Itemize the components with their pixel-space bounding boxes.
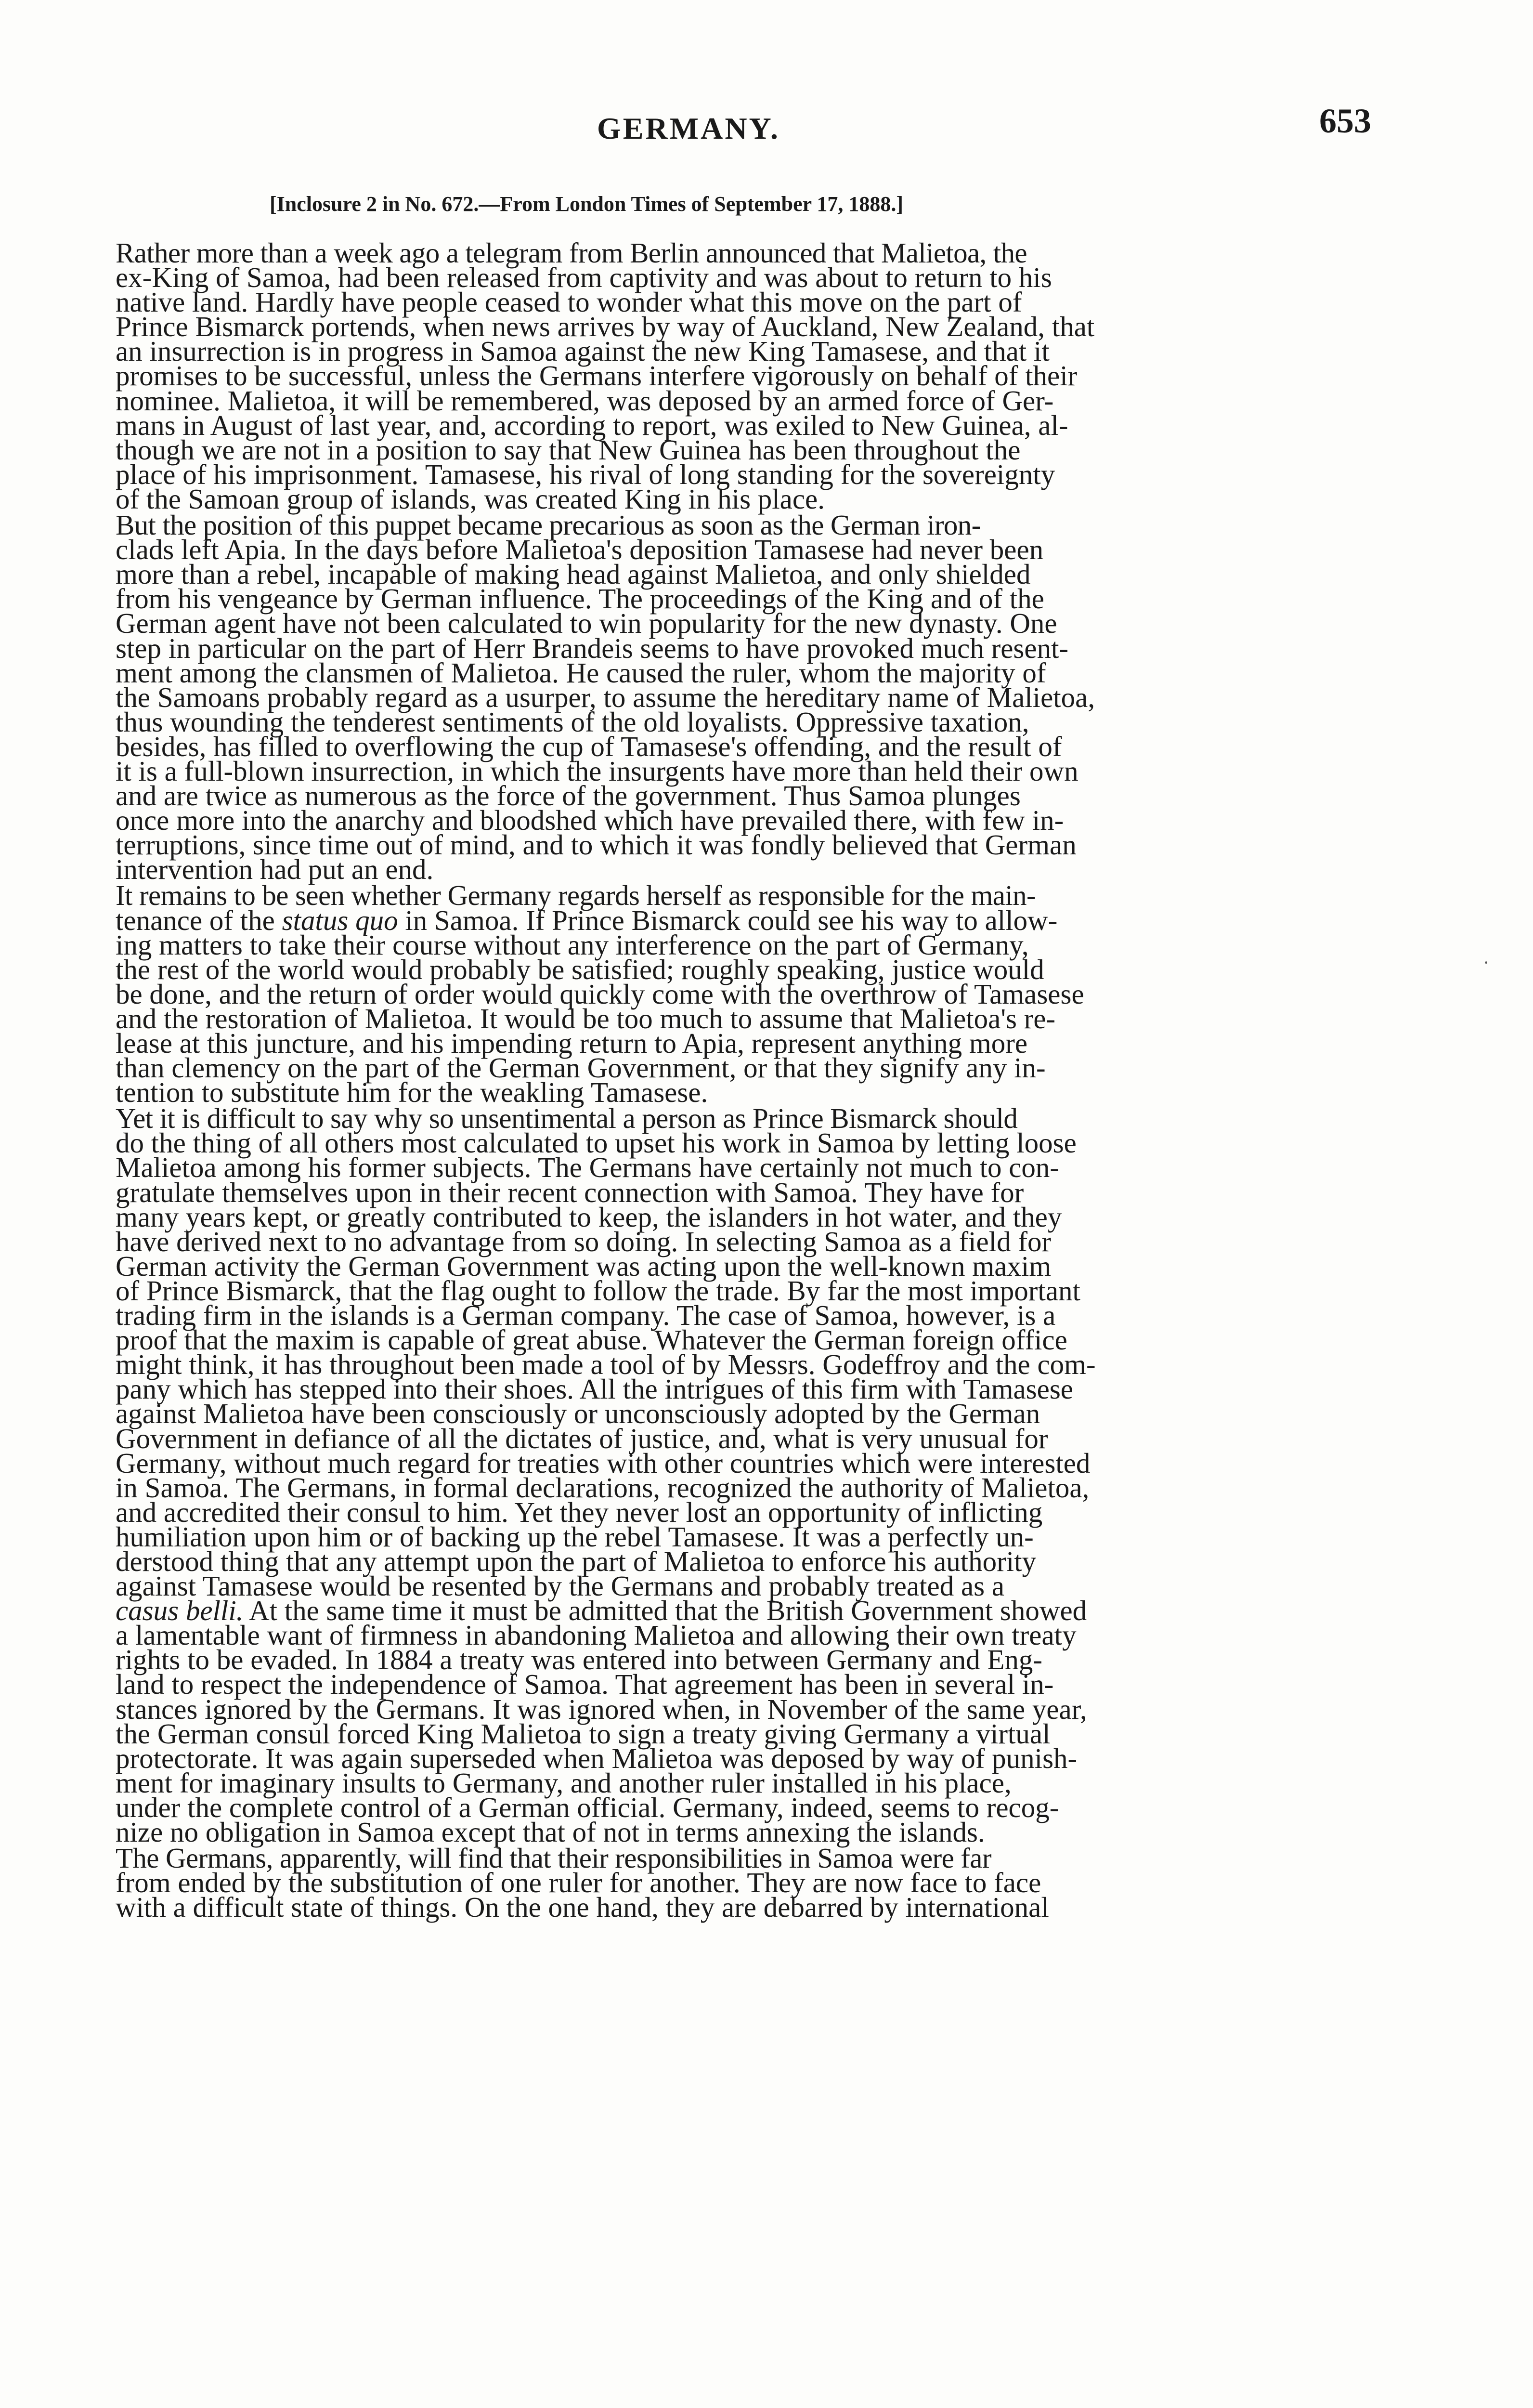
text-line: with a difficult state of things. On the one hand, they are debarred by international bbox=[116, 1891, 1049, 1924]
text-line: the Samoans probably regard as a usurper, to assume the hereditary name of Malietoa, bbox=[116, 681, 1095, 713]
text-line: terruptions, since time out of mind, and to which it was fondly believed that German bbox=[116, 829, 1077, 861]
text-line: tenance of the status quo in Samoa. If Prince Bismarck could see his way to allow- bbox=[116, 904, 1058, 936]
running-head-title: GERMANY. bbox=[597, 111, 780, 145]
text-line: once more into the anarchy and bloodshed which have prevailed there, with few in- bbox=[116, 804, 1064, 837]
text-line: thus wounding the tenderest sentiments of the old loyalists. Oppressive taxation, bbox=[116, 706, 1029, 738]
text-line: proof that the maxim is capable of great abuse. Whatever the German foreign office bbox=[116, 1324, 1067, 1356]
text-line: an insurrection is in progress in Samoa against the new King Tamasese, and that it bbox=[116, 335, 1050, 367]
text-line: though we are not in a position to say that New Guinea has been throughout the bbox=[116, 433, 1021, 466]
text-line: from ended by the substitution of one ruler for another. They are now face to face bbox=[116, 1867, 1041, 1899]
paragraph bbox=[91, 879, 1353, 1109]
text-line: humiliation upon him or of backing up the rebel Tamasese. It was a perfectly un- bbox=[116, 1520, 1034, 1553]
text-line: against Tamasese would be resented by the Germans and probably treated as a bbox=[116, 1570, 1005, 1602]
margin-mark: · bbox=[1483, 952, 1490, 973]
text-line: Yet it is difficult to say why so unsentimental a person as Prince Bismarck should bbox=[116, 1102, 1018, 1135]
text-line: The Germans, apparently, will find that their responsibilities in Samoa were far bbox=[116, 1842, 991, 1874]
text-line: of the Samoan group of islands, was created King in his place. bbox=[116, 483, 825, 515]
text-line: ment among the clansmen of Malietoa. He caused the ruler, whom the majority of bbox=[116, 656, 1046, 689]
text-line: intervention had put an end. bbox=[116, 853, 434, 886]
text-line: mans in August of last year, and, according to report, was exiled to New Guinea, al- bbox=[116, 409, 1068, 441]
text-line: casus belli. At the same time it must be admitted that the British Government showed bbox=[116, 1595, 1087, 1627]
text-line: Malietoa among his former subjects. The Germans have certainly not much to con- bbox=[116, 1152, 1060, 1184]
text-line: native land. Hardly have people ceased to wonder what this move on the part of bbox=[116, 286, 1022, 318]
text-line: pany which has stepped into their shoes. All the intrigues of this firm with Tamasese bbox=[116, 1373, 1073, 1405]
text-line: under the complete control of a German official. Germany, indeed, seems to recog- bbox=[116, 1791, 1059, 1823]
text-line: more than a rebel, incapable of making head against Malietoa, and only shielded bbox=[116, 558, 1031, 590]
text-line: the rest of the world would probably be satisfied; roughly speaking, justice would bbox=[116, 953, 1044, 985]
text-line: Government in defiance of all the dictates of justice, and, what is very unusual for bbox=[116, 1422, 1048, 1454]
text-line: it is a full-blown insurrection, in which the insurgents have more than held their own bbox=[116, 755, 1078, 787]
text-line: ex-King of Samoa, had been released from captivity and was about to return to his bbox=[116, 262, 1052, 294]
text-line: trading firm in the islands is a German company. The case of Samoa, however, is a bbox=[116, 1299, 1056, 1332]
text-line: place of his imprisonment. Tamasese, his rival of long standing for the sovereignty bbox=[116, 458, 1055, 490]
text-line: derstood thing that any attempt upon the part of Malietoa to enforce his authority bbox=[116, 1545, 1037, 1577]
paragraph bbox=[91, 237, 1353, 515]
text-line: It remains to be seen whether Germany regards herself as responsible for the main- bbox=[116, 879, 1036, 912]
text-line: promises to be successful, unless the Germans interfere vigorously on behalf of their bbox=[116, 360, 1078, 392]
text-line: the German consul forced King Malietoa to sign a treaty giving Germany a virtual bbox=[116, 1717, 1051, 1750]
text-line: a lamentable want of firmness in abandoning Malietoa and allowing their own treaty bbox=[116, 1619, 1077, 1651]
text-line: German activity the German Government was acting upon the well-known maxim bbox=[116, 1250, 1052, 1282]
text-line: lease at this juncture, and his impending return to Apia, represent anything more bbox=[116, 1027, 1028, 1059]
paragraph bbox=[91, 1102, 1353, 1848]
text-line: ing matters to take their course without any interference on the part of Germany, bbox=[116, 929, 1029, 961]
text-line: protectorate. It was again superseded when Malietoa was deposed by way of punish- bbox=[116, 1742, 1078, 1774]
page-number: 653 bbox=[1319, 102, 1371, 140]
text-line: against Malietoa have been consciously or unconsciously adopted by the German bbox=[116, 1398, 1040, 1430]
text-line: do the thing of all others most calculated to upset his work in Samoa by letting loose bbox=[116, 1127, 1077, 1159]
text-line: gratulate themselves upon in their recent connection with Samoa. They have for bbox=[116, 1176, 1024, 1208]
article-body bbox=[91, 237, 1353, 1924]
text-line: Rather more than a week ago a telegram from Berlin announced that Malietoa, the bbox=[116, 237, 1027, 269]
paragraph bbox=[91, 509, 1353, 886]
text-line: than clemency on the part of the German Government, or that they signify any in- bbox=[116, 1052, 1046, 1084]
text-line: nominee. Malietoa, it will be remembered, was deposed by an armed force of Ger- bbox=[116, 384, 1054, 417]
text-line: from his vengeance by German influence. The proceedings of the King and of the bbox=[116, 583, 1044, 615]
text-line: Prince Bismarck portends, when news arrives by way of Auckland, New Zealand, that bbox=[116, 311, 1095, 343]
text-line: and are twice as numerous as the force of the government. Thus Samoa plunges bbox=[116, 780, 1021, 812]
inclosure-heading: [Inclosure 2 in No. 672.—From London Times of September 17, 1888.] bbox=[270, 192, 903, 216]
text-line: and the restoration of Malietoa. It would be too much to assume that Malietoa's re- bbox=[116, 1002, 1056, 1034]
text-line: land to respect the independence of Samoa. That agreement has been in several in- bbox=[116, 1668, 1054, 1701]
text-line: ment for imaginary insults to Germany, and another ruler installed in his place, bbox=[116, 1767, 1012, 1799]
paragraph bbox=[91, 1842, 1353, 1924]
text-line: be done, and the return of order would quickly come with the overthrow of Tamasese bbox=[116, 978, 1084, 1010]
text-line: German agent have not been calculated to win popularity for the new dynasty. One bbox=[116, 607, 1057, 640]
text-line: in Samoa. The Germans, in formal declarations, recognized the authority of Malietoa, bbox=[116, 1471, 1090, 1504]
text-line: nize no obligation in Samoa except that of not in terms annexing the islands. bbox=[116, 1816, 985, 1848]
text-line: of Prince Bismarck, that the flag ought to follow the trade. By far the most important bbox=[116, 1274, 1080, 1307]
text-line: rights to be evaded. In 1884 a treaty was entered into between Germany and Eng- bbox=[116, 1644, 1043, 1676]
text-line: clads left Apia. In the days before Malietoa's deposition Tamasese had never been bbox=[116, 534, 1044, 566]
text-line: step in particular on the part of Herr Brandeis seems to have provoked much resent- bbox=[116, 632, 1069, 664]
text-line: and accredited their consul to him. Yet they never lost an opportunity of inflicting bbox=[116, 1496, 1043, 1528]
text-line: have derived next to no advantage from so doing. In selecting Samoa as a field for bbox=[116, 1225, 1052, 1257]
text-line: tention to substitute him for the weakling Tamasese. bbox=[116, 1076, 708, 1109]
text-line: many years kept, or greatly contributed to keep, the islanders in hot water, and they bbox=[116, 1201, 1062, 1233]
text-line: Germany, without much regard for treaties with other countries which were interested bbox=[116, 1447, 1091, 1479]
text-line: stances ignored by the Germans. It was ignored when, in November of the same year, bbox=[116, 1693, 1087, 1725]
text-line: besides, has filled to overflowing the cup of Tamasese's offending, and the result of bbox=[116, 730, 1062, 762]
text-line: might think, it has throughout been made a tool of by Messrs. Godeffroy and the com- bbox=[116, 1348, 1096, 1381]
text-line: But the position of this puppet became precarious as soon as the German iron- bbox=[116, 509, 981, 541]
